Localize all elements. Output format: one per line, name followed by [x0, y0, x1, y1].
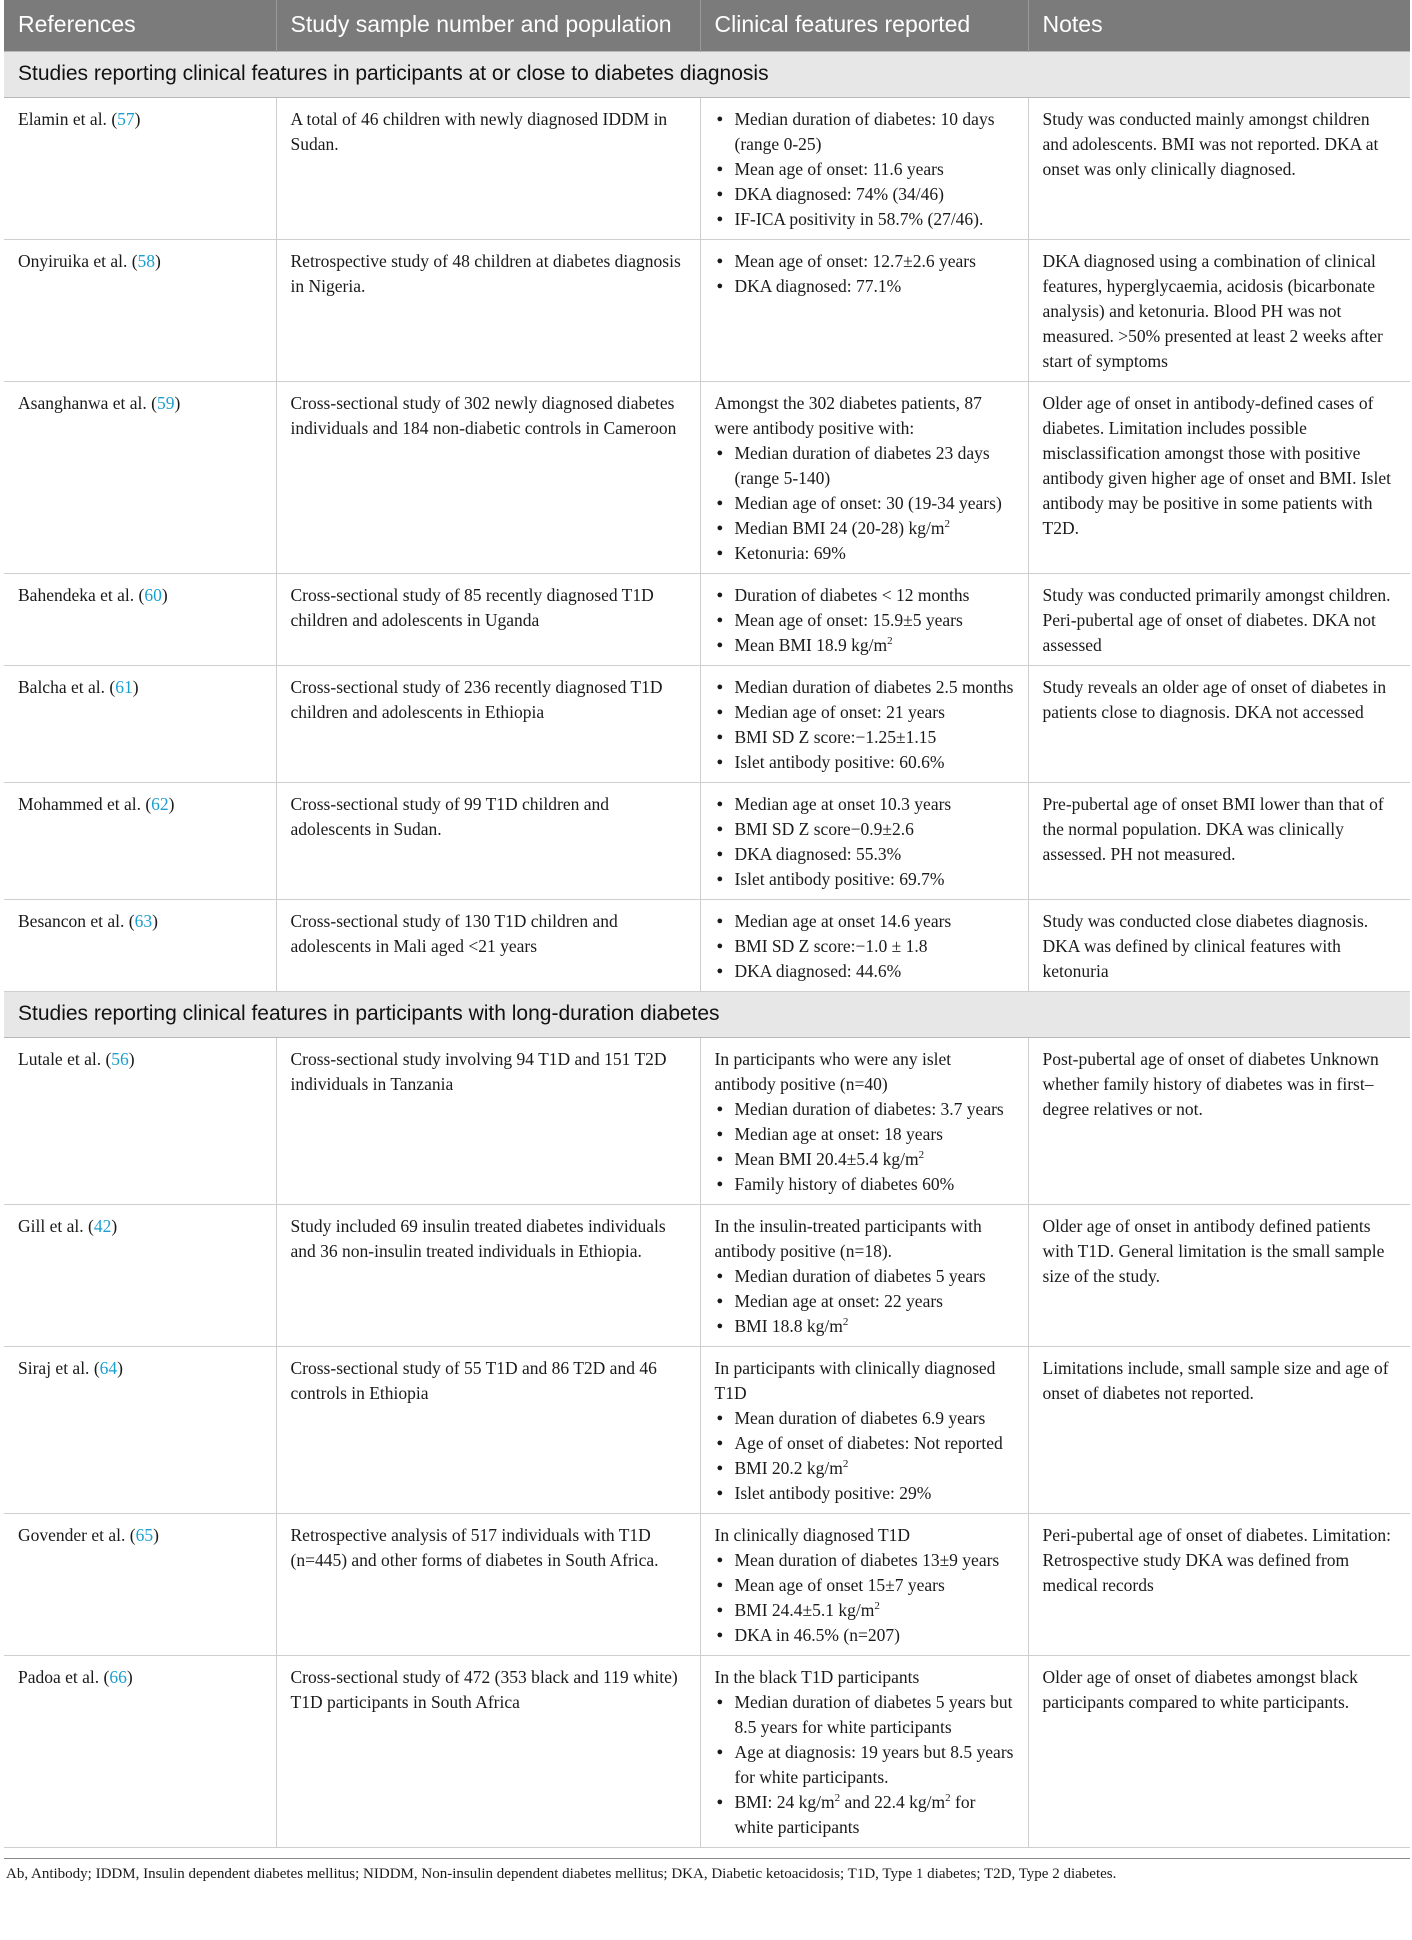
- author-name: Balcha et al.: [18, 677, 105, 697]
- sample-cell: Cross-sectional study of 236 recently diagnosed T1D children and adolescents in Ethiopia: [276, 666, 700, 783]
- notes-cell: Older age of onset of diabetes amongst black participants compared to white participants.: [1028, 1656, 1410, 1848]
- reference-cell: Bahendeka et al. (60): [4, 574, 276, 666]
- author-name: Padoa et al.: [18, 1667, 100, 1687]
- header-study-sample: Study sample number and population: [276, 0, 700, 52]
- sample-cell: Study included 69 insulin treated diabetes individuals and 36 non-insulin treated individuals in Ethiopia.: [276, 1205, 700, 1347]
- author-name: Bahendeka et al.: [18, 585, 135, 605]
- superscript: 2: [944, 518, 950, 531]
- superscript: 2: [887, 635, 893, 648]
- features-cell: [700, 1514, 1028, 1656]
- citation-link[interactable]: 57: [117, 109, 135, 129]
- table-row: [4, 900, 1410, 992]
- notes-cell: Pre-pubertal age of onset BMI lower than that of the normal population. DKA was clinically assessed. PH not measured.: [1028, 783, 1410, 900]
- features-list: [715, 107, 1016, 232]
- features-cell: [700, 900, 1028, 992]
- notes-cell: Study reveals an older age of onset of diabetes in patients close to diagnosis. DKA not accessed: [1028, 666, 1410, 783]
- section-header-row: [4, 52, 1410, 98]
- feature-item: ● BMI 18.8 $kg/m^2$: [735, 1314, 1016, 1339]
- author-name: Elamin et al.: [18, 109, 107, 129]
- reference-cell: Mohammed et al. (62): [4, 783, 276, 900]
- features-list: [715, 1406, 1016, 1506]
- feature-item: ● Mean BMI 20.4±5.4 $kg/m^2$: [735, 1147, 1016, 1172]
- citation-link[interactable]: 59: [156, 393, 175, 413]
- citation-link[interactable]: 42: [93, 1216, 112, 1236]
- notes-cell: Older age of onset in antibody-defined cases of diabetes. Limitation includes possible misclassification amongst those with positive antibody given higher age of onset and BMI. Islet antibody may be positive in some patients with T2D.: [1028, 382, 1410, 574]
- notes-cell: Study was conducted close diabetes diagnosis. DKA was defined by clinical features with ketonuria: [1028, 900, 1410, 992]
- author-name: Gill et al.: [18, 1216, 84, 1236]
- feature-item: ● Median BMI 24 (20-28) $kg/m^2$: [735, 516, 1016, 541]
- reference-cell: Lutale et al. (56): [4, 1038, 276, 1205]
- feature-item: ● Median age of onset: 30 (19-34 years): [735, 491, 1016, 516]
- table-row: [4, 666, 1410, 783]
- reference-cell: Asanghanwa et al. (59): [4, 382, 276, 574]
- sample-cell: Cross-sectional study of 130 T1D children and adolescents in Mali aged <21 years: [276, 900, 700, 992]
- features-intro: Amongst the 302 diabetes patients, 87 were antibody positive with:: [714, 393, 982, 438]
- features-intro: In the insulin-treated participants with antibody positive (n=18).: [714, 1216, 982, 1261]
- features-cell: [700, 1205, 1028, 1347]
- feature-item: ● Mean age of onset 15±7 years: [735, 1573, 1016, 1598]
- feature-item: ● DKA diagnosed: 77.1%: [735, 274, 1016, 299]
- features-cell: [700, 666, 1028, 783]
- notes-cell: DKA diagnosed using a combination of clinical features, hyperglycaemia, acidosis (bicarbonate analysis) and ketonuria. Blood PH was not measured. >50% presented at least 2 weeks after start of symptoms: [1028, 240, 1410, 382]
- header-references: References: [4, 0, 276, 52]
- table-row: [4, 1038, 1410, 1205]
- reference-cell: Onyiruika et al. (58): [4, 240, 276, 382]
- feature-item: ● Median duration of diabetes: 10 days (range 0-25): [735, 107, 1016, 157]
- feature-item: ● Family history of diabetes 60%: [735, 1172, 1016, 1197]
- feature-item: ● Mean duration of diabetes 13±9 years: [735, 1548, 1016, 1573]
- section-header-row: [4, 992, 1410, 1038]
- citation-link[interactable]: 56: [111, 1049, 129, 1069]
- reference-cell: Siraj et al. (64): [4, 1347, 276, 1514]
- notes-cell: Study was conducted mainly amongst children and adolescents. BMI was not reported. DKA at onset was only clinically diagnosed.: [1028, 98, 1410, 240]
- reference-cell: Gill et al. (42): [4, 1205, 276, 1347]
- features-cell: [700, 1347, 1028, 1514]
- section-title: Studies reporting clinical features in participants at or close to diabetes diagnosis: [4, 52, 1410, 98]
- features-list: [715, 1548, 1016, 1648]
- document-page: [4, 0, 1410, 1883]
- feature-item: ● BMI 20.2 $kg/m^2$: [735, 1456, 1016, 1481]
- table-row: [4, 783, 1410, 900]
- features-cell: [700, 382, 1028, 574]
- reference-cell: Besancon et al. (63): [4, 900, 276, 992]
- author-name: Lutale et al.: [18, 1049, 102, 1069]
- sample-cell: Cross-sectional study of 472 (353 black and 119 white) T1D participants in South Africa: [276, 1656, 700, 1848]
- table-row: [4, 1347, 1410, 1514]
- studies-table: [4, 0, 1410, 1848]
- superscript: 2: [842, 1458, 849, 1471]
- feature-item: ● Median duration of diabetes 5 years but 8.5 years for white participants: [735, 1690, 1016, 1740]
- notes-cell: Peri-pubertal age of onset of diabetes. Limitation: Retrospective study DKA was defined from medical records: [1028, 1514, 1410, 1656]
- feature-item: ● Median age at onset 14.6 years: [735, 909, 1016, 934]
- features-cell: [700, 1656, 1028, 1848]
- table-row: [4, 1514, 1410, 1656]
- sample-cell: Cross-sectional study of 302 newly diagnosed diabetes individuals and 184 non-diabetic controls in Cameroon: [276, 382, 700, 574]
- features-list: [715, 1690, 1016, 1840]
- features-list: [715, 1097, 1016, 1197]
- citation-link[interactable]: 66: [109, 1667, 127, 1687]
- section-title: Studies reporting clinical features in participants with long-duration diabetes: [4, 992, 1410, 1038]
- feature-item: ● BMI: 24 $kg/m^2$ and 22.4 $kg/m^2$ for white participants: [735, 1790, 1016, 1840]
- features-cell: [700, 98, 1028, 240]
- author-name: Siraj et al.: [18, 1358, 90, 1378]
- features-list: [715, 675, 1016, 775]
- table-row: [4, 1656, 1410, 1848]
- notes-cell: Limitations include, small sample size and age of onset of diabetes not reported.: [1028, 1347, 1410, 1514]
- superscript: 2: [874, 1600, 880, 1613]
- table-footnote: Ab, Antibody; IDDM, Insulin dependent diabetes mellitus; NIDDM, Non-insulin dependent diabetes mellitus; DKA, Diabetic ketoacidosis; T1D, Type 1 diabetes; T2D, Type 2 diabetes.: [4, 1858, 1410, 1883]
- sample-cell: Retrospective analysis of 517 individuals with T1D (n=445) and other forms of diabetes in South Africa.: [276, 1514, 700, 1656]
- feature-item: ● Mean duration of diabetes 6.9 years: [735, 1406, 1016, 1431]
- citation-link[interactable]: 58: [137, 251, 156, 271]
- table-row: [4, 382, 1410, 574]
- reference-cell: Padoa et al. (66): [4, 1656, 276, 1848]
- citation-link[interactable]: 62: [151, 794, 169, 814]
- feature-item: ● Median duration of diabetes 23 days (range 5-140): [735, 441, 1016, 491]
- features-intro: In the black T1D participants: [714, 1667, 920, 1687]
- feature-item: ● Age of onset of diabetes: Not reported: [735, 1431, 1016, 1456]
- feature-item: ● BMI SD Z score:−1.0 ± 1.8: [735, 934, 1016, 959]
- citation-link[interactable]: 61: [115, 677, 133, 697]
- feature-item: ● DKA diagnosed: 44.6%: [735, 959, 1016, 984]
- superscript: 2: [945, 1792, 951, 1805]
- feature-item: ● Median duration of diabetes 2.5 months: [735, 675, 1016, 700]
- superscript: 2: [842, 1316, 849, 1329]
- features-list: [715, 909, 1016, 984]
- author-name: Besancon et al.: [18, 911, 125, 931]
- feature-item: ● Duration of diabetes < 12 months: [735, 583, 1016, 608]
- table-row: [4, 1205, 1410, 1347]
- feature-item: ● DKA in 46.5% (n=207): [735, 1623, 1016, 1648]
- features-list: [715, 792, 1016, 892]
- author-name: Mohammed et al.: [18, 794, 141, 814]
- reference-cell: Govender et al. (65): [4, 1514, 276, 1656]
- sample-cell: A total of 46 children with newly diagnosed IDDM in Sudan.: [276, 98, 700, 240]
- feature-item: ● Ketonuria: 69%: [735, 541, 1016, 566]
- features-intro: In participants with clinically diagnosed T1D: [714, 1358, 996, 1403]
- feature-item: ● BMI SD Z score−0.9±2.6: [735, 817, 1016, 842]
- feature-item: ● DKA diagnosed: 74% (34/46): [735, 182, 1016, 207]
- feature-item: ● Mean age of onset: 11.6 years: [735, 157, 1016, 182]
- features-cell: [700, 1038, 1028, 1205]
- citation-link[interactable]: 63: [134, 911, 153, 931]
- feature-item: ● DKA diagnosed: 55.3%: [735, 842, 1016, 867]
- header-clinical-features: Clinical features reported: [700, 0, 1028, 52]
- feature-item: ● Median age at onset 10.3 years: [735, 792, 1016, 817]
- features-intro: In participants who were any islet antibody positive (n=40): [714, 1049, 952, 1094]
- features-list: [715, 1264, 1016, 1339]
- author-name: Onyiruika et al.: [18, 251, 128, 271]
- table-row: [4, 574, 1410, 666]
- feature-item: ● IF-ICA positivity in 58.7% (27/46).: [735, 207, 1016, 232]
- table-row: [4, 240, 1410, 382]
- reference-cell: Elamin et al. (57): [4, 98, 276, 240]
- feature-item: ● Islet antibody positive: 60.6%: [735, 750, 1016, 775]
- sample-cell: Cross-sectional study of 85 recently diagnosed T1D children and adolescents in Uganda: [276, 574, 700, 666]
- citation-link[interactable]: 64: [99, 1358, 118, 1378]
- sample-cell: Retrospective study of 48 children at diabetes diagnosis in Nigeria.: [276, 240, 700, 382]
- feature-item: ● Mean age of onset: 12.7±2.6 years: [735, 249, 1016, 274]
- features-cell: [700, 240, 1028, 382]
- features-intro: In clinically diagnosed T1D: [714, 1525, 911, 1545]
- reference-cell: Balcha et al. (61): [4, 666, 276, 783]
- features-list: [715, 441, 1016, 566]
- feature-item: ● Islet antibody positive: 69.7%: [735, 867, 1016, 892]
- notes-cell: Study was conducted primarily amongst children. Peri-pubertal age of onset of diabetes. DKA not assessed: [1028, 574, 1410, 666]
- author-name: Asanghanwa et al.: [18, 393, 147, 413]
- features-list: [715, 249, 1016, 299]
- sample-cell: Cross-sectional study of 99 T1D children and adolescents in Sudan.: [276, 783, 700, 900]
- header-notes: Notes: [1028, 0, 1410, 52]
- features-cell: [700, 783, 1028, 900]
- notes-cell: Post-pubertal age of onset of diabetes Unknown whether family history of diabetes was in first–degree relatives or not.: [1028, 1038, 1410, 1205]
- notes-cell: Older age of onset in antibody defined patients with T1D. General limitation is the small sample size of the study.: [1028, 1205, 1410, 1347]
- sample-cell: Cross-sectional study involving 94 T1D and 151 T2D individuals in Tanzania: [276, 1038, 700, 1205]
- superscript: 2: [834, 1792, 841, 1805]
- feature-item: ● Median age at onset: 18 years: [735, 1122, 1016, 1147]
- feature-item: ● Median duration of diabetes 5 years: [735, 1264, 1016, 1289]
- feature-item: ● BMI SD Z score:−1.25±1.15: [735, 725, 1016, 750]
- features-cell: [700, 574, 1028, 666]
- sample-cell: Cross-sectional study of 55 T1D and 86 T2D and 46 controls in Ethiopia: [276, 1347, 700, 1514]
- superscript: 2: [918, 1149, 925, 1162]
- author-name: Govender et al.: [18, 1525, 126, 1545]
- features-list: [715, 583, 1016, 658]
- feature-item: ● Median age of onset: 21 years: [735, 700, 1016, 725]
- citation-link[interactable]: 65: [135, 1525, 154, 1545]
- feature-item: ● Islet antibody positive: 29%: [735, 1481, 1016, 1506]
- citation-link[interactable]: 60: [144, 585, 162, 605]
- feature-item: ● Median age at onset: 22 years: [735, 1289, 1016, 1314]
- feature-item: ● Mean age of onset: 15.9±5 years: [735, 608, 1016, 633]
- feature-item: ● Median duration of diabetes: 3.7 years: [735, 1097, 1016, 1122]
- feature-item: ● BMI 24.4±5.1 $kg/m^2$: [735, 1598, 1016, 1623]
- table-header-row: [4, 0, 1410, 52]
- feature-item: ● Mean BMI 18.9 $kg/m^2$: [735, 633, 1016, 658]
- feature-item: ● Age at diagnosis: 19 years but 8.5 years for white participants.: [735, 1740, 1016, 1790]
- table-row: [4, 98, 1410, 240]
